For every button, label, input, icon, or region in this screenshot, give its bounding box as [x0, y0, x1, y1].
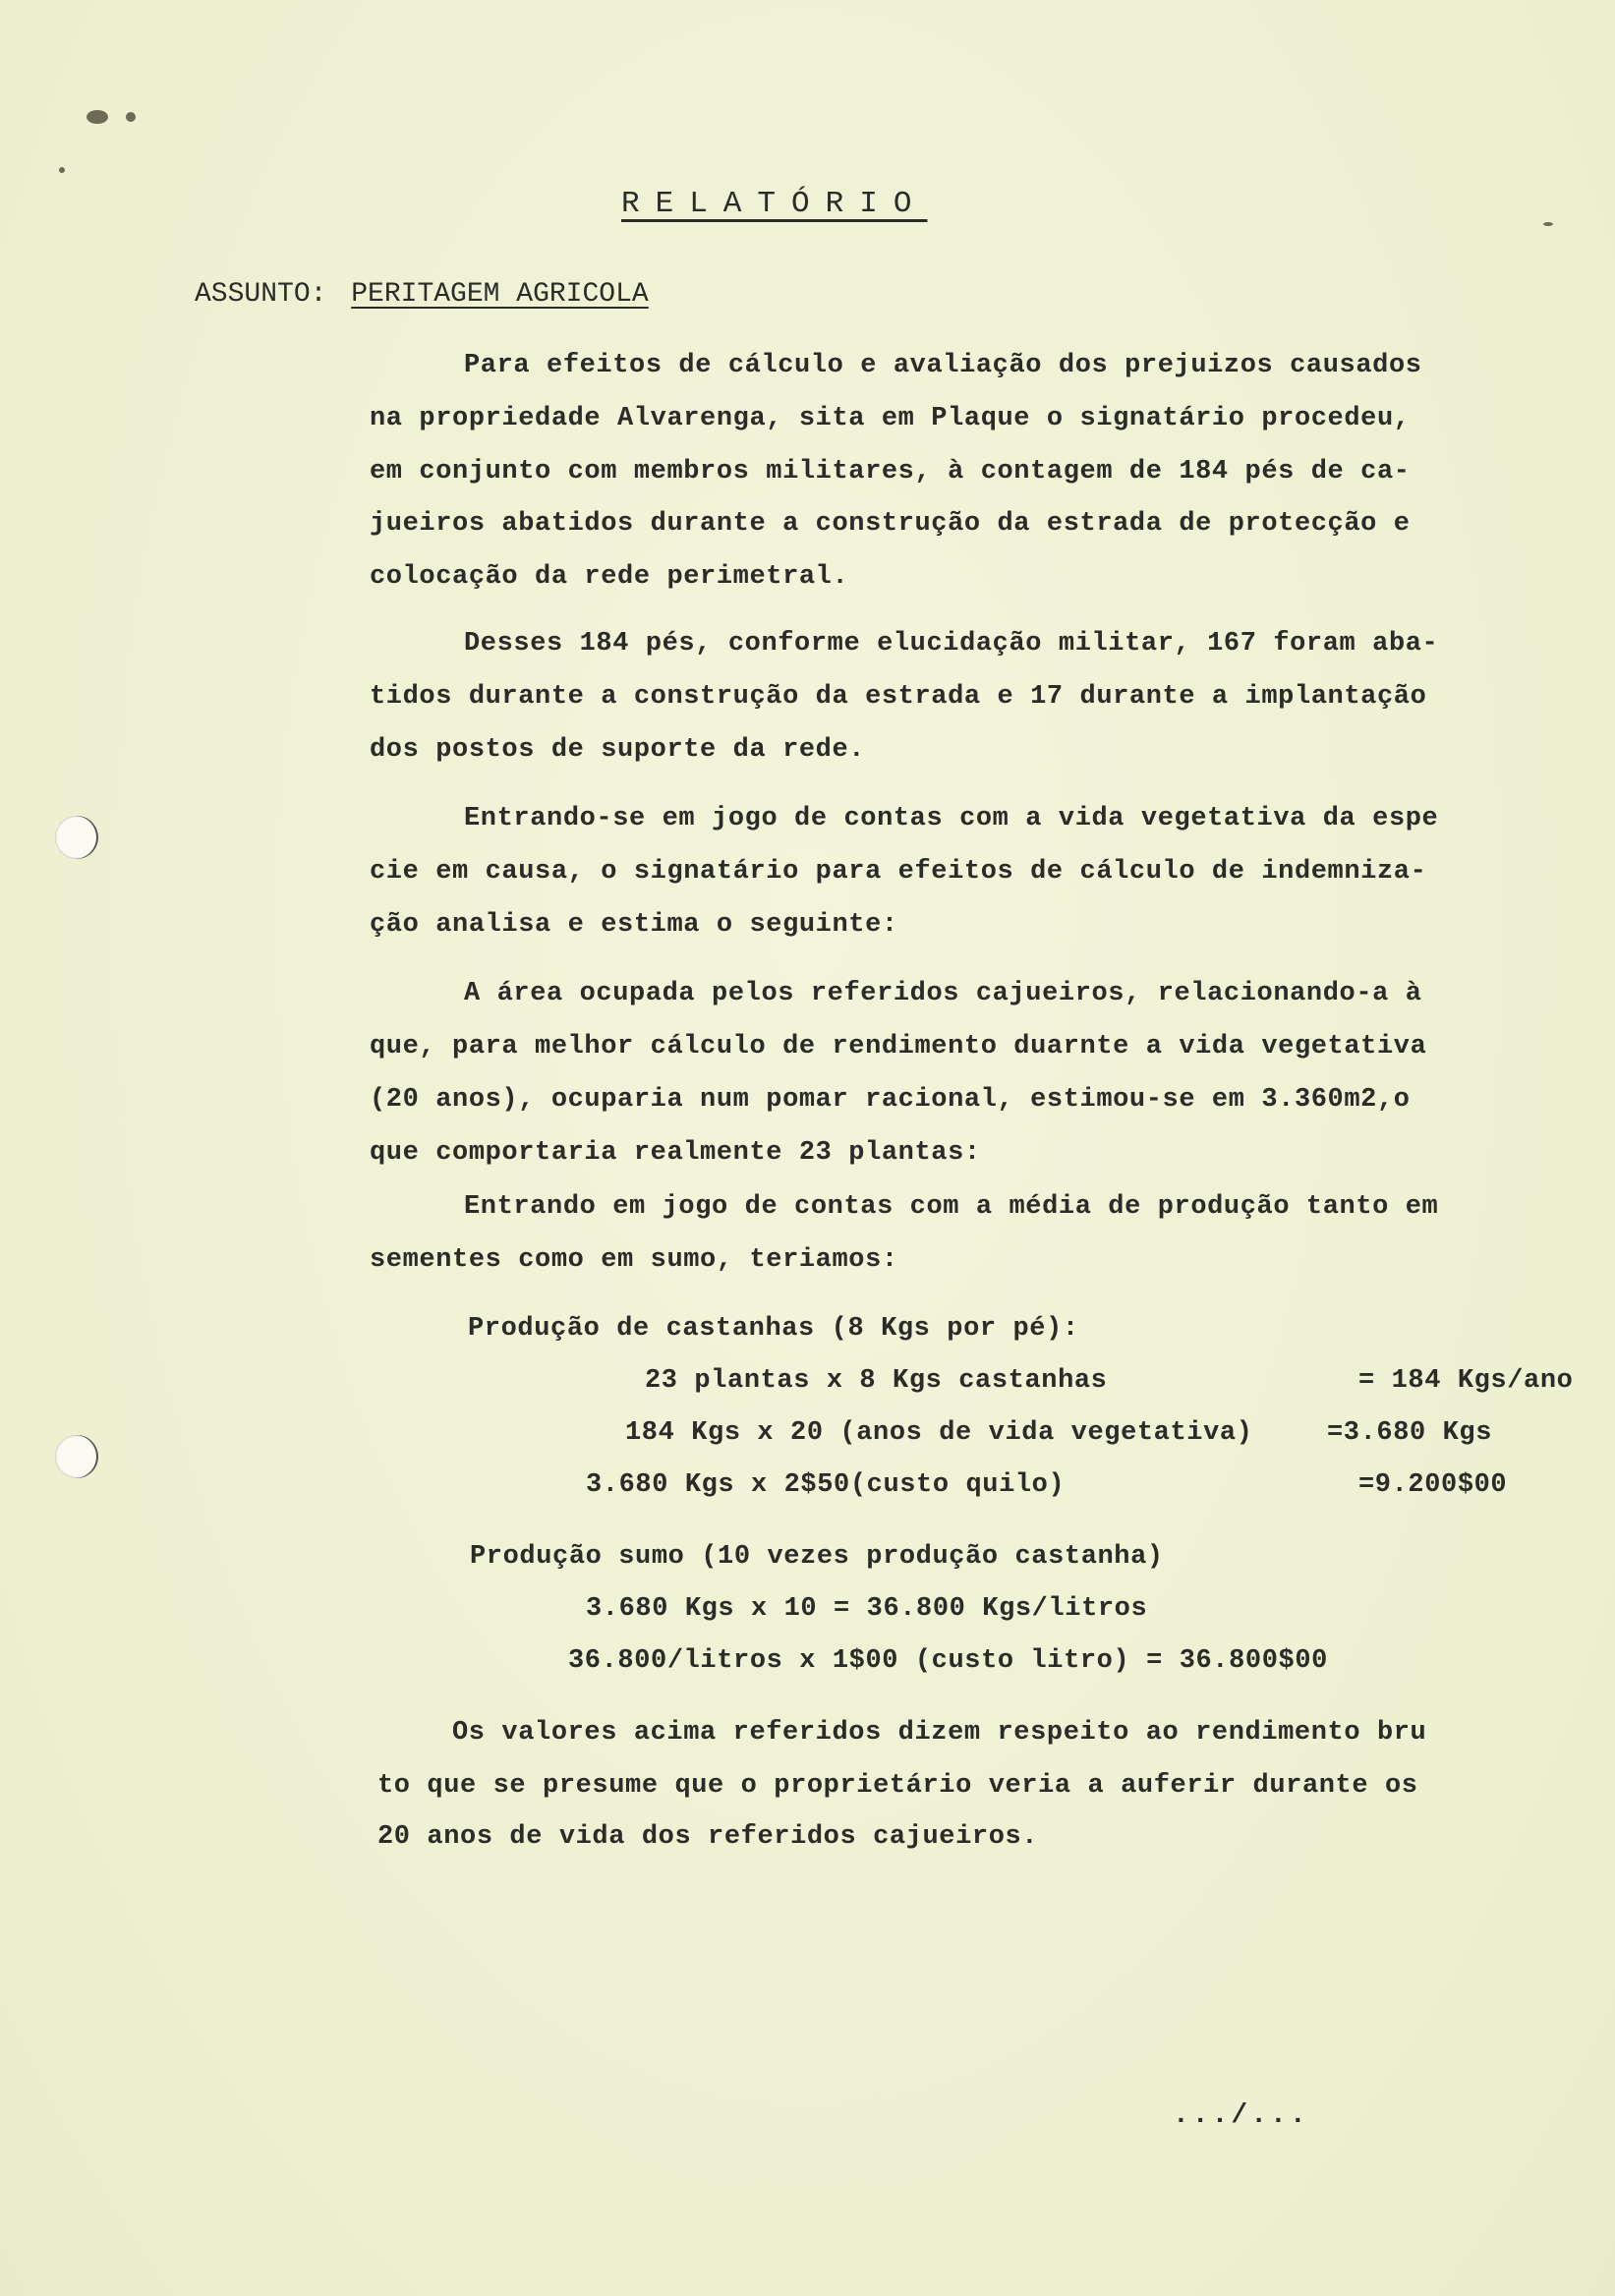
text-line: na propriedade Alvarenga, sita em Plaque o signatário procedeu,: [370, 404, 1411, 433]
text-line: to que se presume que o proprietário veria a auferir durante os: [377, 1771, 1418, 1801]
text-line: (20 anos), ocuparia num pomar racional, estimou-se em 3.360m2,o: [370, 1085, 1411, 1115]
page-title: RELATÓRIO: [621, 187, 928, 221]
ink-spot: [126, 112, 136, 122]
castanhas-expr-2: 184 Kgs x 20 (anos de vida vegetativa): [625, 1418, 1253, 1448]
text-line: que comportaria realmente 23 plantas:: [370, 1138, 981, 1168]
text-line: cie em causa, o signatário para efeitos de cálculo de indemniza-: [370, 857, 1427, 887]
text-line: Para efeitos de cálculo e avaliação dos prejuizos causados: [464, 351, 1422, 380]
punch-hole-top: [55, 816, 98, 859]
text-line: em conjunto com membros militares, à contagem de 184 pés de ca-: [370, 457, 1411, 487]
text-line: colocação da rede perimetral.: [370, 562, 849, 592]
text-line: sementes como em sumo, teriamos:: [370, 1245, 898, 1275]
castanhas-heading: Produção de castanhas (8 Kgs por pé):: [468, 1314, 1079, 1344]
text-line: Os valores acima referidos dizem respeito ao rendimento bru: [452, 1718, 1427, 1748]
sumo-row-2: 36.800/litros x 1$00 (custo litro) = 36.800$00: [568, 1646, 1328, 1676]
sumo-row-1: 3.680 Kgs x 10 = 36.800 Kgs/litros: [586, 1594, 1148, 1624]
punch-hole-bottom: [55, 1435, 98, 1478]
ink-spot: [87, 110, 108, 124]
text-line: tidos durante a construção da estrada e 17 durante a implantação: [370, 682, 1427, 712]
ink-spot: [59, 167, 65, 173]
castanhas-expr-3: 3.680 Kgs x 2$50(custo quilo): [586, 1470, 1066, 1500]
text-line: ção analisa e estima o seguinte:: [370, 910, 898, 940]
text-line: que, para melhor cálculo de rendimento duarnte a vida vegetativa: [370, 1032, 1427, 1062]
castanhas-expr-1: 23 plantas x 8 Kgs castanhas: [645, 1366, 1108, 1396]
ink-spot: [1543, 222, 1553, 226]
castanhas-result-1: = 184 Kgs/ano: [1358, 1366, 1574, 1396]
text-line: Desses 184 pés, conforme elucidação militar, 167 foram aba-: [464, 629, 1439, 659]
text-line: A área ocupada pelos referidos cajueiros, relacionando-a à: [464, 979, 1422, 1008]
subject-line: [195, 279, 649, 310]
castanhas-result-3: =9.200$00: [1358, 1470, 1508, 1500]
text-line: Entrando-se em jogo de contas com a vida vegetativa da espe: [464, 804, 1439, 833]
sumo-heading: Produção sumo (10 vezes produção castanha): [470, 1542, 1164, 1572]
continuation-marker: .../...: [1173, 2100, 1309, 2131]
subject-label: ASSUNTO:: [195, 279, 327, 310]
castanhas-result-2: =3.680 Kgs: [1327, 1418, 1493, 1448]
text-line: jueiros abatidos durante a construção da estrada de protecção e: [370, 509, 1411, 539]
text-line: 20 anos de vida dos referidos cajueiros.: [377, 1822, 1039, 1852]
text-line: dos postos de suporte da rede.: [370, 735, 866, 765]
subject-value: PERITAGEM AGRICOLA: [351, 279, 649, 310]
text-line: Entrando em jogo de contas com a média de produção tanto em: [464, 1192, 1439, 1222]
